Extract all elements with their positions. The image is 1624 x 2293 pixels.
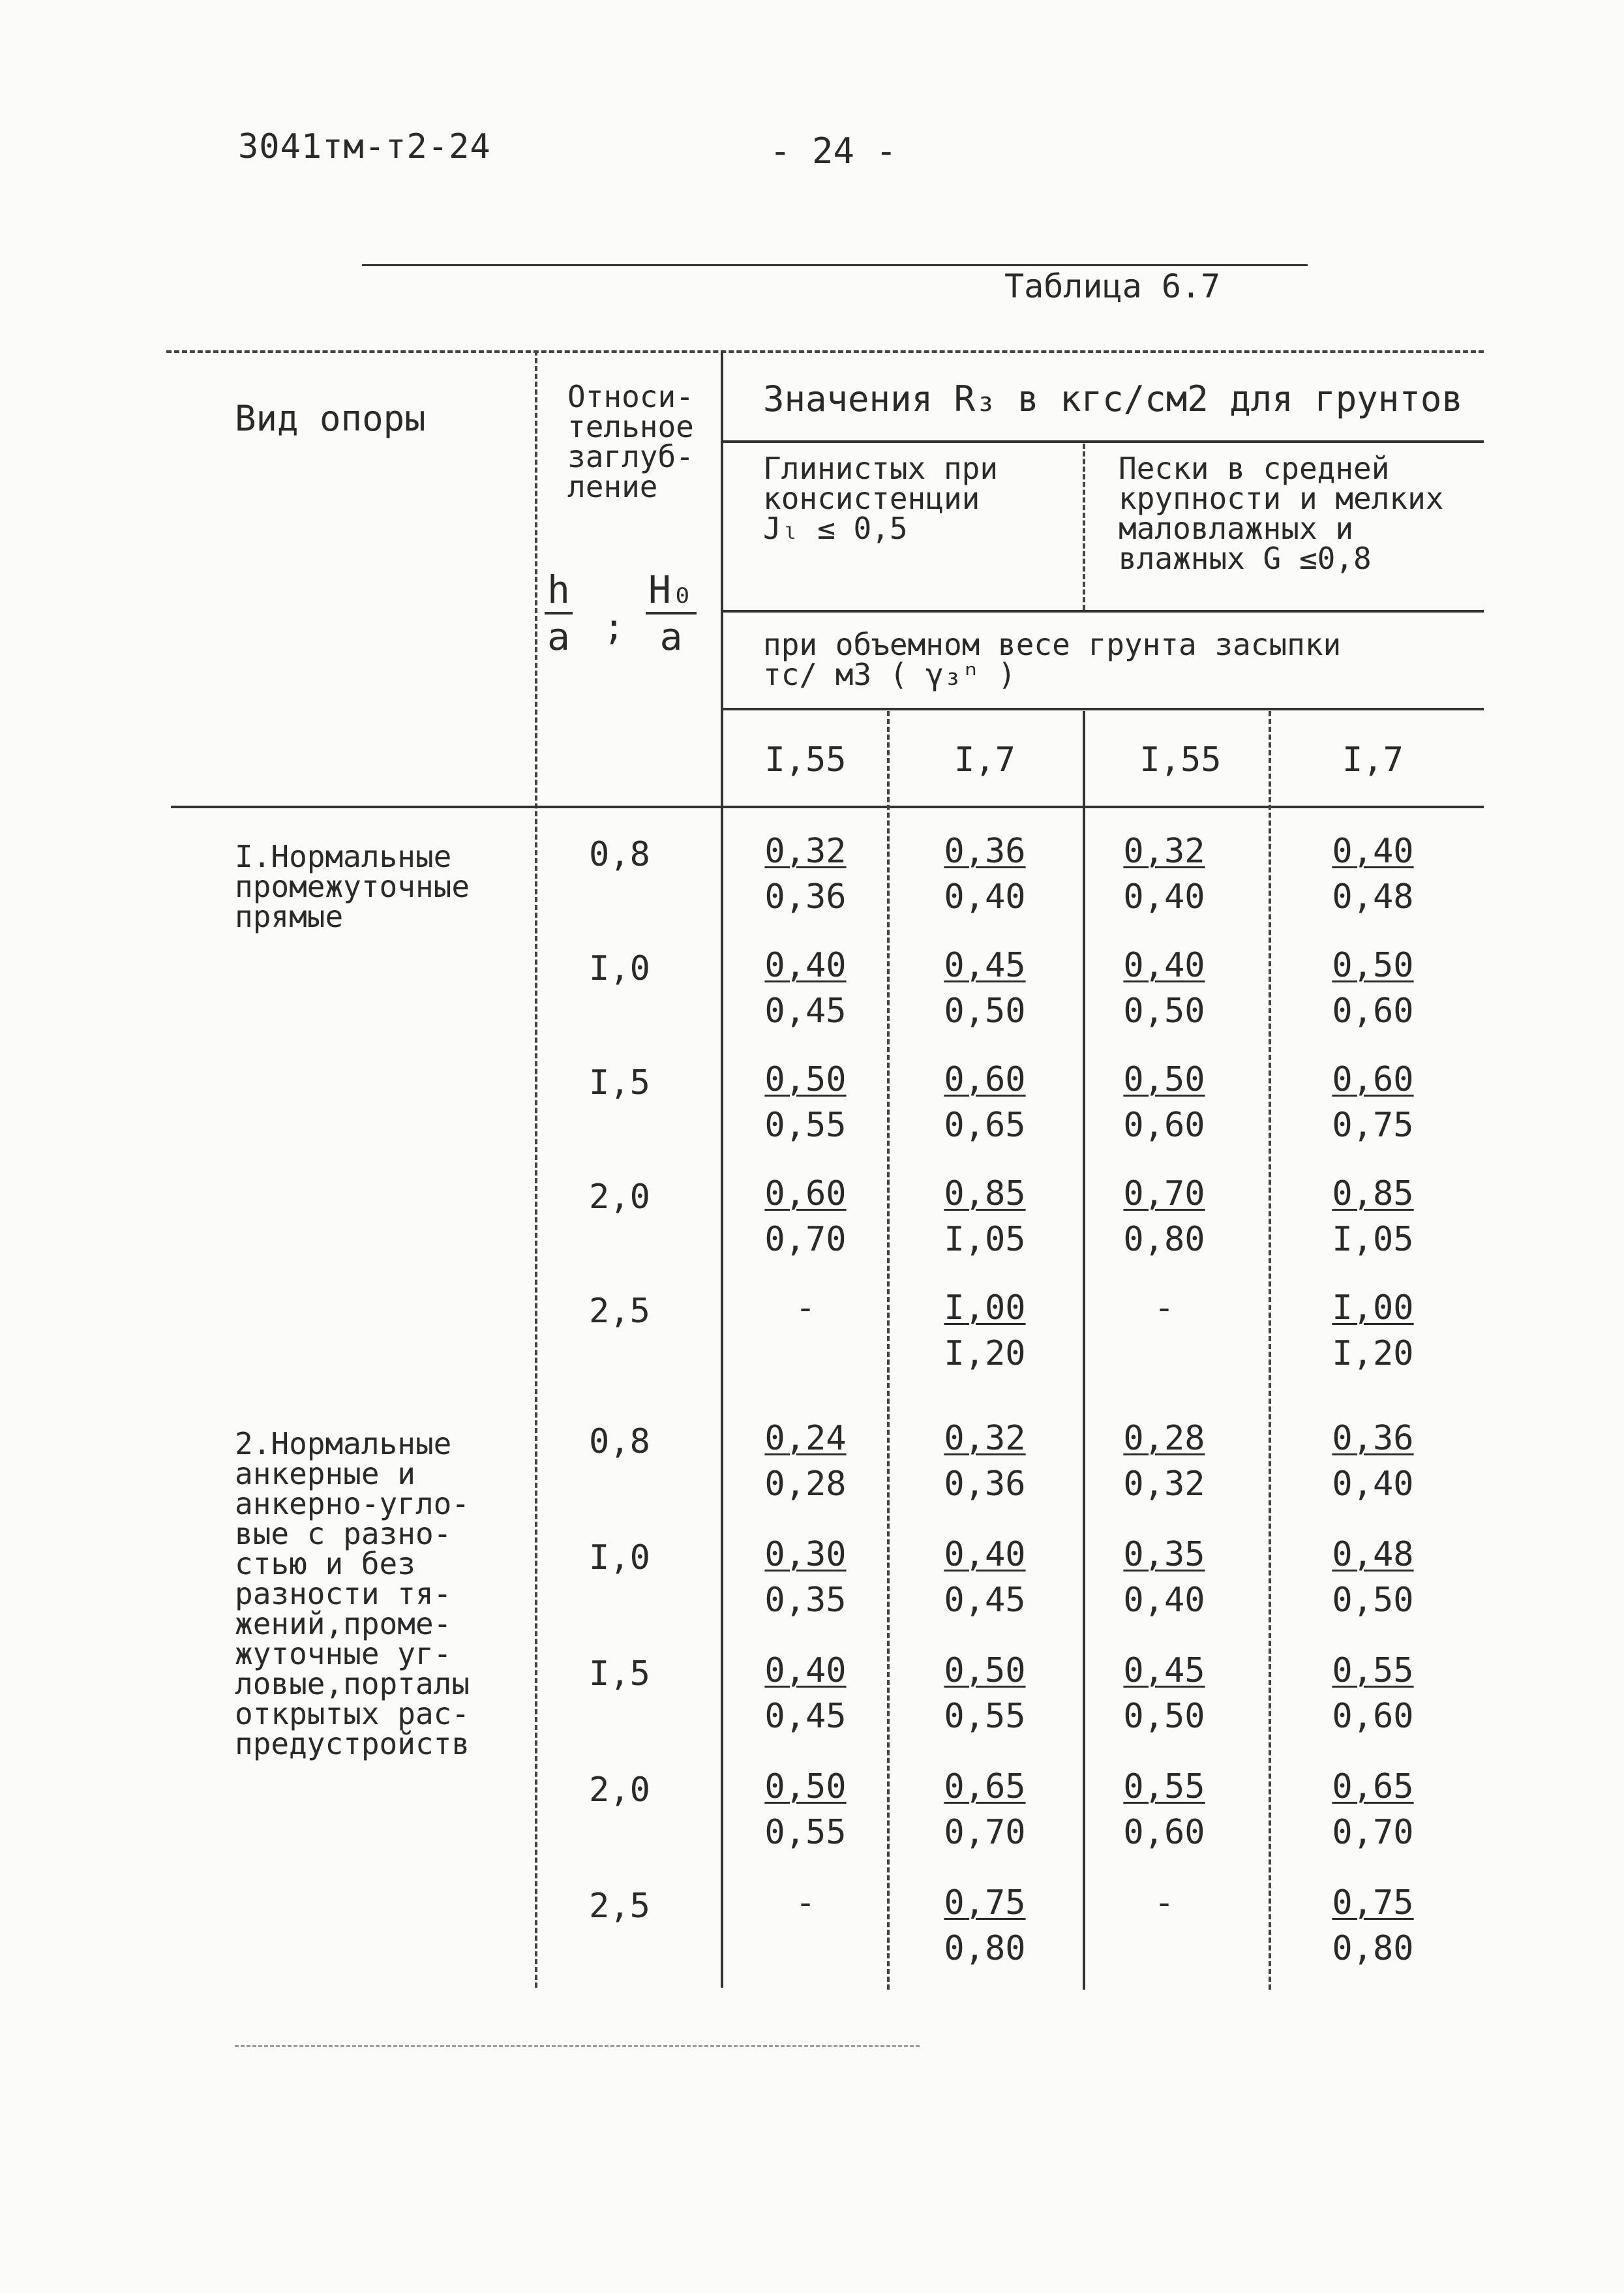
value-cell [920, 1171, 1050, 1262]
header-bottom-rule [171, 806, 1484, 808]
value-numerator: 0,36 [944, 832, 1026, 871]
value-denominator: 0,80 [1332, 1929, 1414, 1968]
value-numerator: 0,32 [1123, 832, 1205, 871]
value-denominator: 0,55 [764, 1106, 847, 1145]
value-cell [1099, 1648, 1229, 1739]
value-cell [920, 1285, 1050, 1376]
value-cell [1099, 1764, 1229, 1855]
value-cell [1308, 1416, 1438, 1507]
value-cell [1308, 943, 1438, 1034]
value-denominator: 0,50 [1123, 992, 1205, 1031]
value-denominator: 0,70 [764, 1220, 847, 1259]
weights-rule [721, 708, 1484, 710]
value-numerator: 0,60 [764, 1174, 847, 1213]
value-denominator: 0,60 [1332, 1697, 1414, 1736]
value-numerator: I,00 [1332, 1288, 1414, 1328]
value-numerator: 0,40 [1123, 946, 1205, 985]
value-cell [740, 1416, 871, 1507]
weight-col-2: I,7 [954, 740, 1015, 780]
value-denominator: 0,75 [1332, 1106, 1414, 1145]
value-numerator: - [795, 1288, 816, 1328]
value-denominator: 0,65 [944, 1106, 1026, 1145]
value-denominator: 0,28 [764, 1465, 847, 1504]
value-denominator: 0,60 [1123, 1813, 1205, 1852]
value-numerator: 0,75 [944, 1883, 1026, 1922]
value-denominator: 0,35 [764, 1581, 847, 1620]
value-denominator: 0,50 [1123, 1697, 1205, 1736]
value-numerator: 0,50 [764, 1767, 847, 1806]
value-denominator: 0,70 [944, 1813, 1026, 1852]
value-denominator: I,05 [944, 1220, 1026, 1259]
value-cell [740, 1057, 871, 1148]
depth-header: Относи- тельное заглуб- ление [567, 379, 694, 504]
depth-fraction-H-bottom: a [659, 615, 683, 659]
weight-col-3: I,55 [1139, 740, 1222, 780]
value-denominator: 0,55 [944, 1697, 1026, 1736]
value-cell [1308, 1532, 1438, 1623]
value-numerator: 0,32 [944, 1419, 1026, 1458]
value-cell [1099, 1171, 1229, 1262]
value-cell [1099, 1532, 1229, 1623]
value-denominator: 0,50 [944, 992, 1026, 1031]
value-numerator: 0,48 [1332, 1535, 1414, 1574]
top-rule [362, 264, 1308, 266]
value-numerator: 0,70 [1123, 1174, 1205, 1213]
value-cell [920, 1648, 1050, 1739]
col-divider-2 [887, 711, 890, 1990]
values-header-rule [721, 440, 1484, 443]
value-cell [1308, 1171, 1438, 1262]
page-number: - 24 - [770, 130, 897, 172]
col-divider-depth [535, 350, 537, 1988]
value-denominator: 0,60 [1123, 1106, 1205, 1145]
clay-header: Глинистых при консистенции Jₗ ≤ 0,5 [763, 451, 999, 546]
value-numerator: 0,60 [1332, 1060, 1414, 1099]
value-cell [1099, 1057, 1229, 1148]
depth-fraction-h [545, 568, 573, 659]
value-numerator: 0,65 [1332, 1767, 1414, 1806]
value-denominator: I,05 [1332, 1220, 1414, 1259]
value-cell [920, 1764, 1050, 1855]
value-denominator: I,20 [1332, 1334, 1414, 1373]
value-numerator: 0,28 [1123, 1419, 1205, 1458]
support-type-header: Вид опоры [235, 398, 426, 439]
value-cell [740, 1648, 871, 1739]
value-numerator: 0,35 [1123, 1535, 1205, 1574]
value-denominator: 0,40 [944, 877, 1026, 917]
values-header: Значения R₃ в кгс/см2 для грунтов [763, 378, 1463, 419]
value-denominator: 0,48 [1332, 877, 1414, 917]
depth-value: 0,8 [589, 835, 650, 874]
depth-value: 2,5 [589, 1292, 650, 1331]
value-cell [920, 1880, 1050, 1971]
depth-value: I,5 [589, 1654, 650, 1693]
value-cell [1099, 943, 1229, 1034]
value-cell [1099, 828, 1229, 920]
value-numerator: 0,24 [764, 1419, 847, 1458]
value-denominator: 0,80 [1123, 1220, 1205, 1259]
value-cell [1099, 1285, 1229, 1331]
depth-fraction-h-bottom: a [547, 615, 570, 659]
depth-value: 2,0 [589, 1770, 650, 1810]
value-numerator: - [1154, 1883, 1175, 1922]
value-denominator: 0,60 [1332, 992, 1414, 1031]
value-denominator: 0,32 [1123, 1465, 1205, 1504]
value-cell [920, 1057, 1050, 1148]
subheader-rule [721, 610, 1484, 613]
value-denominator: 0,40 [1332, 1465, 1414, 1504]
value-denominator: 0,36 [944, 1465, 1026, 1504]
value-numerator: 0,45 [1123, 1651, 1205, 1690]
value-denominator: 0,80 [944, 1929, 1026, 1968]
value-numerator: 0,45 [944, 946, 1026, 985]
value-denominator: 0,45 [764, 992, 847, 1031]
clay-sand-divider [1083, 444, 1085, 610]
value-numerator: 0,55 [1332, 1651, 1414, 1690]
depth-value: I,0 [589, 1538, 650, 1577]
value-numerator: 0,50 [1123, 1060, 1205, 1099]
value-cell [740, 943, 871, 1034]
value-cell [1308, 1880, 1438, 1971]
value-cell [740, 1764, 871, 1855]
weight-col-1: I,55 [764, 740, 847, 780]
value-numerator: 0,75 [1332, 1883, 1414, 1922]
col-divider-4 [1269, 711, 1271, 1990]
depth-value: 2,0 [589, 1177, 650, 1217]
depth-fraction-H-top: H₀ [646, 568, 697, 615]
value-cell [1099, 1880, 1229, 1926]
value-cell [740, 1532, 871, 1623]
col-divider-3 [1083, 711, 1085, 1990]
value-numerator: 0,85 [1332, 1174, 1414, 1213]
value-numerator: 0,36 [1332, 1419, 1414, 1458]
value-cell [920, 828, 1050, 920]
value-numerator: 0,32 [764, 832, 847, 871]
value-cell [1308, 828, 1438, 920]
bottom-rule [235, 2045, 920, 2047]
value-numerator: 0,85 [944, 1174, 1026, 1213]
value-numerator: 0,50 [1332, 946, 1414, 985]
value-numerator: 0,60 [944, 1060, 1026, 1099]
value-denominator: 0,45 [764, 1697, 847, 1736]
value-cell [740, 1880, 871, 1926]
depth-value: 2,5 [589, 1887, 650, 1926]
table-top-border [166, 350, 1484, 353]
weight-header: при объемном весе грунта засыпки тс/ м3 ( γ₃ⁿ ) [763, 627, 1342, 692]
value-denominator: 0,70 [1332, 1813, 1414, 1852]
value-cell [920, 1416, 1050, 1507]
value-cell [740, 828, 871, 920]
value-numerator: 0,40 [764, 1651, 847, 1690]
document-code: 3041тм-т2-24 [238, 127, 491, 166]
value-denominator: 0,45 [944, 1581, 1026, 1620]
value-cell [1099, 1416, 1229, 1507]
value-denominator: I,20 [944, 1334, 1026, 1373]
sand-header: Пески в средней крупности и мелких маловлажных и влажных G ≤0,8 [1119, 451, 1444, 576]
value-cell [920, 943, 1050, 1034]
value-numerator: 0,40 [764, 946, 847, 985]
weight-col-4: I,7 [1342, 740, 1404, 780]
value-numerator: 0,30 [764, 1535, 847, 1574]
value-numerator: 0,40 [944, 1535, 1026, 1574]
value-numerator: - [1154, 1288, 1175, 1328]
col-divider-main [721, 350, 723, 1988]
fraction-separator: ; [603, 607, 625, 648]
value-numerator: 0,65 [944, 1767, 1026, 1806]
value-denominator: 0,40 [1123, 877, 1205, 917]
value-numerator: 0,40 [1332, 832, 1414, 871]
value-cell [740, 1171, 871, 1262]
value-denominator: 0,55 [764, 1813, 847, 1852]
value-cell [1308, 1764, 1438, 1855]
value-denominator: 0,40 [1123, 1581, 1205, 1620]
value-numerator: - [795, 1883, 816, 1922]
value-cell [1308, 1057, 1438, 1148]
depth-value: I,0 [589, 949, 650, 988]
value-numerator: I,00 [944, 1288, 1026, 1328]
value-denominator: 0,36 [764, 877, 847, 917]
value-numerator: 0,55 [1123, 1767, 1205, 1806]
depth-value: I,5 [589, 1063, 650, 1102]
value-cell [1308, 1648, 1438, 1739]
group-label-1: I.Нормальные промежуточные прямые [235, 839, 470, 934]
depth-value: 0,8 [589, 1422, 650, 1461]
value-cell [1308, 1285, 1438, 1376]
value-denominator: 0,50 [1332, 1581, 1414, 1620]
group-label-2: 2.Нормальные анкерные и анкерно-угло- вые с разно- стью и без разности тя- жений,проме- жуточные уг- ловые,порталы открытых рас- предустройств [235, 1426, 470, 1761]
value-cell [920, 1532, 1050, 1623]
depth-fraction-h-top: h [545, 568, 573, 615]
value-numerator: 0,50 [944, 1651, 1026, 1690]
depth-fraction-H [646, 568, 697, 659]
table-title: Таблица 6.7 [1004, 267, 1221, 305]
value-numerator: 0,50 [764, 1060, 847, 1099]
value-cell [740, 1285, 871, 1331]
